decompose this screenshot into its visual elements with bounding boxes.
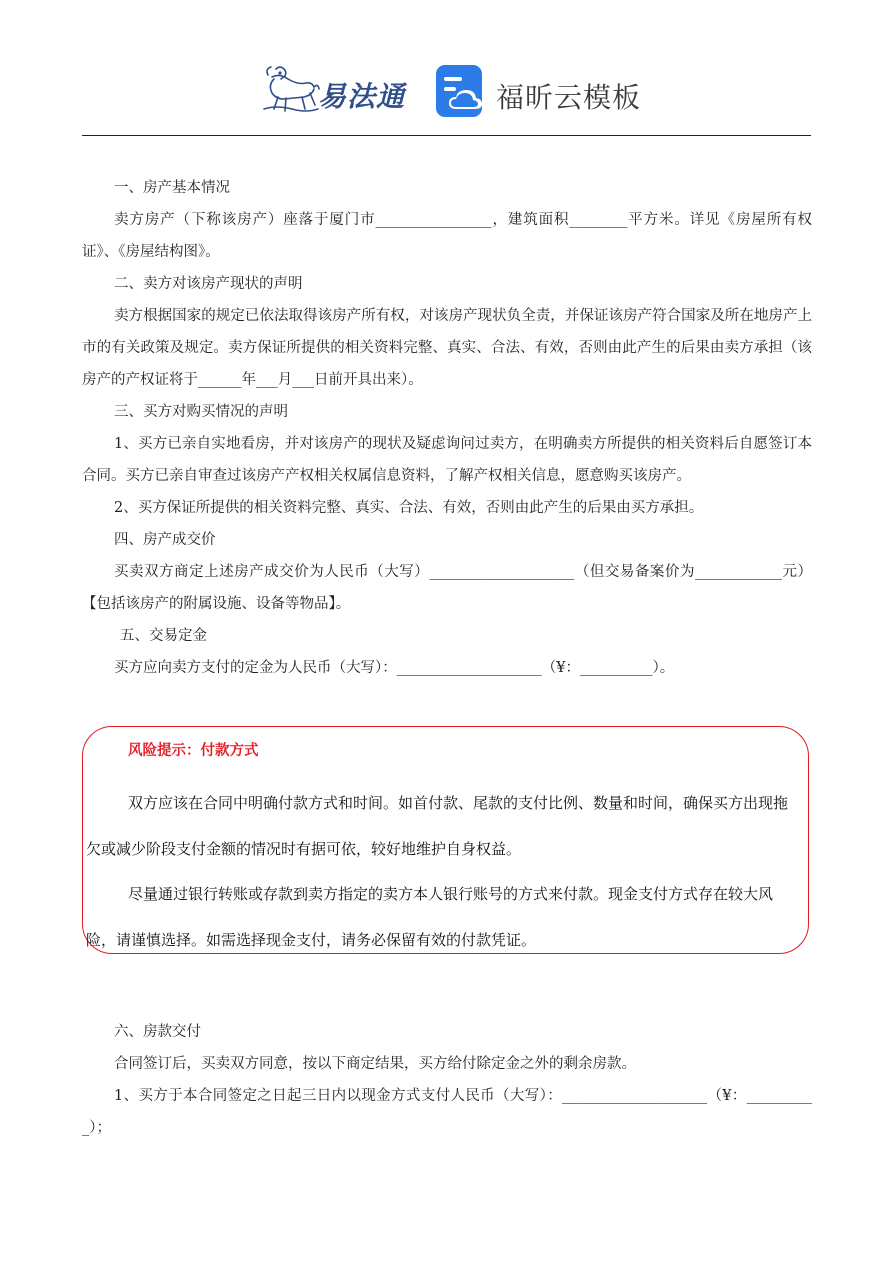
- paragraph-payment-cash: 1、买方于本合同签定之日起三日内以现金方式支付人民币（大写）：____________________（¥：__________）；: [82, 1088, 812, 1136]
- paragraph-deposit: 买方应向卖方支付的定金为人民币（大写）：____________________（¥：__________）。: [114, 660, 675, 676]
- document-cloud-icon: [436, 65, 486, 117]
- yifatong-logo[interactable]: [262, 63, 422, 115]
- contract-body-part1: [82, 172, 812, 684]
- risk-paragraph-2: 尽量通过银行转账或存款到卖方指定的卖方本人银行账号的方式来付款。现金支付方式存在较大风险，请谨慎选择。如需选择现金支付，请务必保留有效的付款凭证。: [86, 885, 774, 949]
- paragraph-payment-intro: 合同签订后，买卖双方同意，按以下商定结果，买方给付除定金之外的剩余房款。: [114, 1056, 636, 1072]
- paragraph-price: 买卖双方商定上述房产成交价为人民币（大写）____________________（但交易备案价为____________元）【包括该房产的附属设施、设备等物品】。: [82, 564, 812, 612]
- yifatong-brand-name: 易法通: [318, 80, 406, 113]
- fuxin-brand-name: 福昕云模板: [496, 81, 642, 114]
- fuxin-cloud-logo[interactable]: [436, 65, 646, 117]
- paragraph-seller-statement: 卖方根据国家的规定已依法取得该房产所有权，对该房产现状负全责，并保证该房产符合国家及所在地房产上市的有关政策及规定。卖方保证所提供的相关资料完整、真实、合法、有效，否则由此产生的后果由卖方承担（该房产的产权证将于______年___月___日前开具出来）。: [82, 308, 812, 388]
- section-heading-seller-statement: 二、卖方对该房产现状的声明: [114, 276, 303, 292]
- contract-body-part2: [82, 1016, 812, 1144]
- risk-notice-title: 风险提示：付款方式: [128, 743, 259, 759]
- header-divider: [82, 135, 811, 136]
- section-heading-property-basics: 一、房产基本情况: [114, 180, 230, 196]
- page-header: [0, 55, 893, 125]
- paragraph-buyer-statement-2: 2、买方保证所提供的相关资料完整、真实、合法、有效，否则由此产生的后果由买方承担。: [114, 500, 704, 516]
- section-heading-payment: 六、房款交付: [114, 1024, 201, 1040]
- qilin-horse-logo-icon: [262, 63, 320, 117]
- risk-paragraph-1: 双方应该在合同中明确付款方式和时间。如首付款、尾款的支付比例、数量和时间，确保买方出现拖欠或减少阶段支付金额的情况时有据可依，较好地维护自身权益。: [86, 794, 789, 858]
- section-heading-deposit: 五、交易定金: [120, 628, 207, 644]
- section-heading-price: 四、房产成交价: [114, 532, 216, 548]
- risk-notice-body: [86, 781, 801, 963]
- paragraph-property-location: 卖方房产（下称该房产）座落于厦门市________________，建筑面积________平方米。详见《房屋所有权证》、《房屋结构图》。: [82, 212, 812, 260]
- risk-notice-box: [82, 726, 809, 954]
- paragraph-buyer-statement-1: 1、买方已亲自实地看房，并对该房产的现状及疑虑询问过卖方，在明确卖方所提供的相关资料后自愿签订本合同。买方已亲自审查过该房产产权相关权属信息资料，了解产权相关信息，愿意购买该房产。: [82, 436, 812, 484]
- section-heading-buyer-statement: 三、买方对购买情况的声明: [114, 404, 288, 420]
